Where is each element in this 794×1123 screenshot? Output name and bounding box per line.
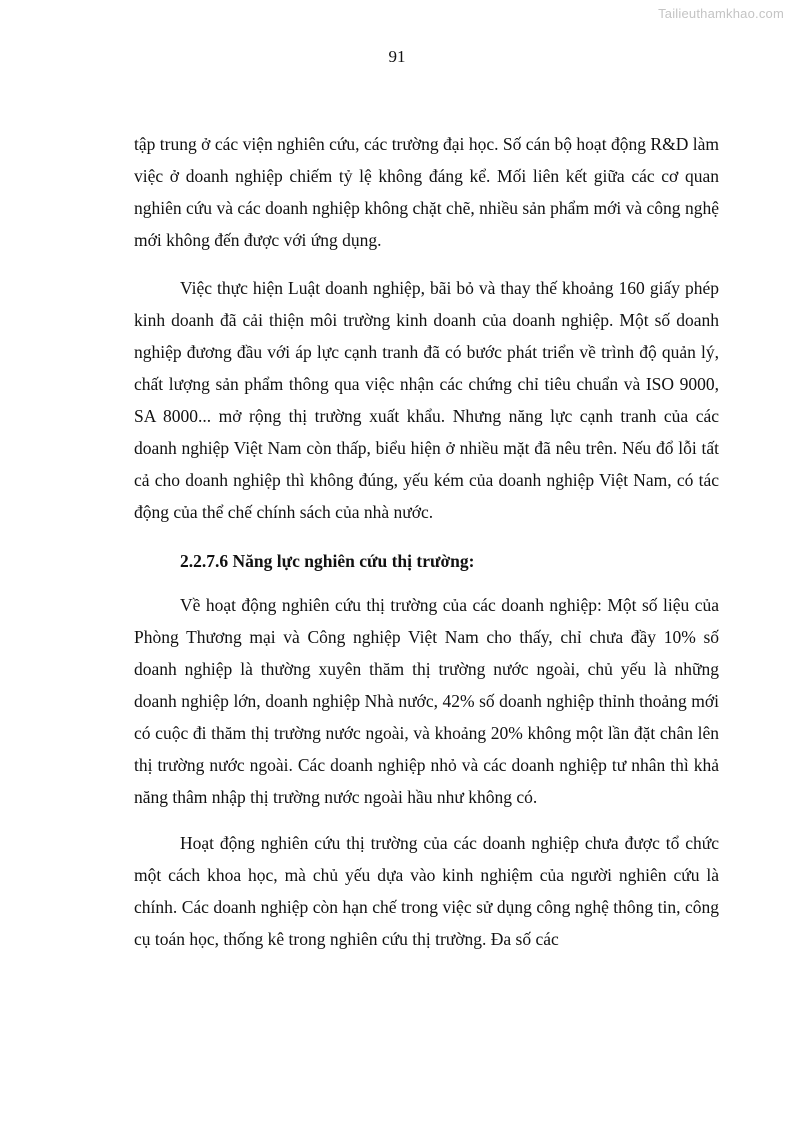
page-number: 91 <box>388 47 406 66</box>
paragraph-rd-continuation: tập trung ở các viện nghiên cứu, các trường đại học. Số cán bộ hoạt động R&D làm việc ở doanh nghiệp chiếm tỷ lệ không đáng kể. Mối liên kết giữa các cơ quan nghiên cứu và các doanh nghiệp không chặt chẽ, nhiều sản phẩm mới và công nghệ mới không đến được với ứng dụng. <box>134 134 719 250</box>
paragraph-research-methods: Hoạt động nghiên cứu thị trường của các doanh nghiệp chưa được tổ chức một cách khoa học, mà chủ yếu dựa vào kinh nghiệm của người nghiên cứu là chính. Các doanh nghiệp còn hạn chế trong việc sử dụng công nghệ thông tin, công cụ toán học, thống kê trong nghiên cứu thị trường. Đa số các <box>134 833 719 949</box>
paragraph-enterprise-law: Việc thực hiện Luật doanh nghiệp, bãi bỏ và thay thế khoảng 160 giấy phép kinh doanh đã cải thiện môi trường kinh doanh của doanh nghiệp. Một số doanh nghiệp đương đầu với áp lực cạnh tranh đã có bước phát triển về trình độ quản lý, chất lượng sản phẩm thông qua việc nhận các chứng chỉ tiêu chuẩn và ISO 9000, SA 8000... mở rộng thị trường xuất khẩu. Nhưng năng lực cạnh tranh của các doanh nghiệp Việt Nam còn thấp, biểu hiện ở nhiều mặt đã nêu trên. Nếu đổ lỗi tất cả cho doanh nghiệp thì không đúng, yếu kém của doanh nghiệp Việt Nam, có tác động của thể chế chính sách của nhà nước. <box>134 278 719 522</box>
watermark-text: Tailieuthamkhao.com <box>658 6 784 21</box>
document-body <box>134 128 719 955</box>
section-heading: 2.2.7.6 Năng lực nghiên cứu thị trường: <box>180 551 475 571</box>
paragraph-market-research: Về hoạt động nghiên cứu thị trường của các doanh nghiệp: Một số liệu của Phòng Thương mại và Công nghiệp Việt Nam cho thấy, chỉ chưa đầy 10% số doanh nghiệp là thường xuyên thăm thị trường nước ngoài, chủ yếu là những doanh nghiệp lớn, doanh nghiệp Nhà nước, 42% số doanh nghiệp thỉnh thoảng mới có cuộc đi thăm thị trường nước ngoài, và khoảng 20% không một lần đặt chân lên thị trường nước ngoài. Các doanh nghiệp nhỏ và các doanh nghiệp tư nhân thì khả năng thâm nhập thị trường nước ngoài hầu như không có. <box>134 595 719 807</box>
